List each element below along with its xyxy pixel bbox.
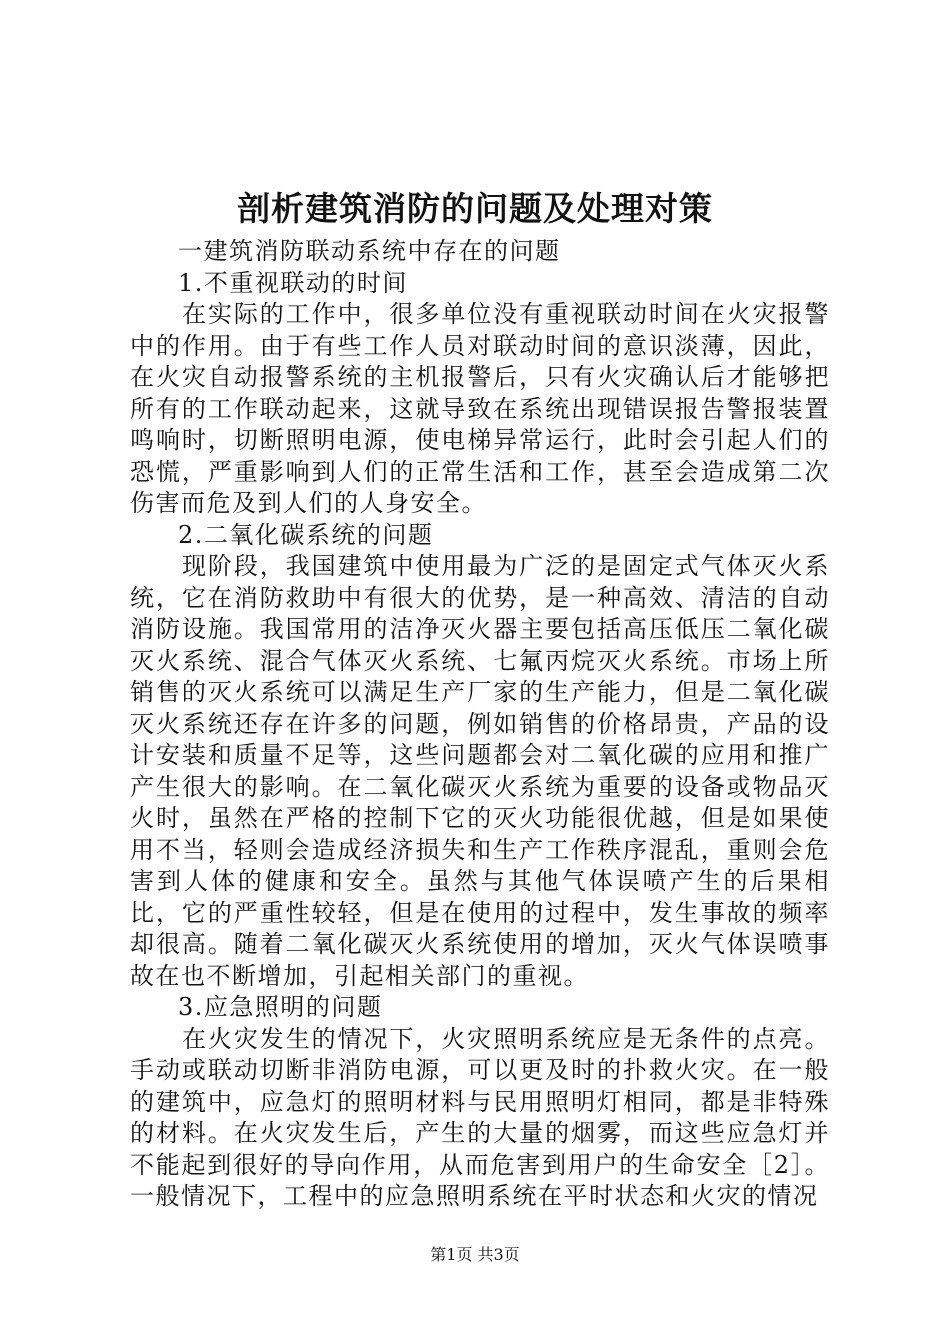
document-title: 剖析建筑消防的问题及处理对策 xyxy=(237,189,713,228)
page-footer: 第1页 共3页 xyxy=(430,1245,520,1264)
document-body xyxy=(130,236,830,1213)
section-heading: 一建筑消防联动系统中存在的问题 xyxy=(178,237,561,265)
subsection-heading: 2.二氧化碳系统的问题 xyxy=(178,520,434,549)
body-paragraph: 现阶段，我国建筑中使用最为广泛的是固定式气体灭火系统，它在消防救助中有很大的优势，是一种高效、清洁的自动消防设施。我国常用的洁净灭火器主要包括高压低压二氧化碳灭火系统、混合气体灭火系统、七氟丙烷灭火系统。市场上所销售的灭火系统可以满足生产厂家的生产能力，但是二氧化碳灭火系统还存在许多的问题，例如销售的价格昂贵，产品的设计安装和质量不足等，这些问题都会对二氧化碳的应用和推广产生很大的影响。在二氧化碳灭火系统为重要的设备或物品灭火时，虽然在严格的控制下它的灭火功能很优越，但是如果使用不当，轻则会造成经济损失和生产工作秩序混乱，重则会危害到人体的健康和安全。虽然与其他气体误喷产生的后果相比，它的严重性较轻，但是在使用的过程中，发生事故的频率却很高。随着二氧化碳灭火系统使用的增加，灭火气体误喷事故在也不断增加，引起相关部门的重视。 xyxy=(130,552,830,990)
body-paragraph: 在实际的工作中，很多单位没有重视联动时间在火灾报警中的作用。由于有些工作人员对联动时间的意识淡薄，因此，在火灾自动报警系统的主机报警后，只有火灾确认后才能够把所有的工作联动起来，这就导致在系统出现错误报告警报装置鸣响时，切断照明电源，使电梯异常运行，此时会引起人们的恐慌，严重影响到人们的正常生活和工作，甚至会造成第二次伤害而危及到人们的人身安全。 xyxy=(130,300,830,517)
subsection-heading: 3.应急照明的问题 xyxy=(178,993,383,1021)
body-paragraph: 在火灾发生的情况下，火灾照明系统应是无条件的点亮。手动或联动切断非消防电源，可以更及时的扑救火灾。在一般的建筑中，应急灯的照明材料与民用照明灯相同，都是非特殊的材料。在火灾发生后，产生的大量的烟雾，而这些应急灯并不能起到很好的导向作用，从而危害到用户的生命安全［2］。一般情况下，工程中的应急照明系统在平时状态和火灾的情况 xyxy=(130,1024,830,1210)
subsection-heading: 1.不重视联动的时间 xyxy=(178,268,408,297)
